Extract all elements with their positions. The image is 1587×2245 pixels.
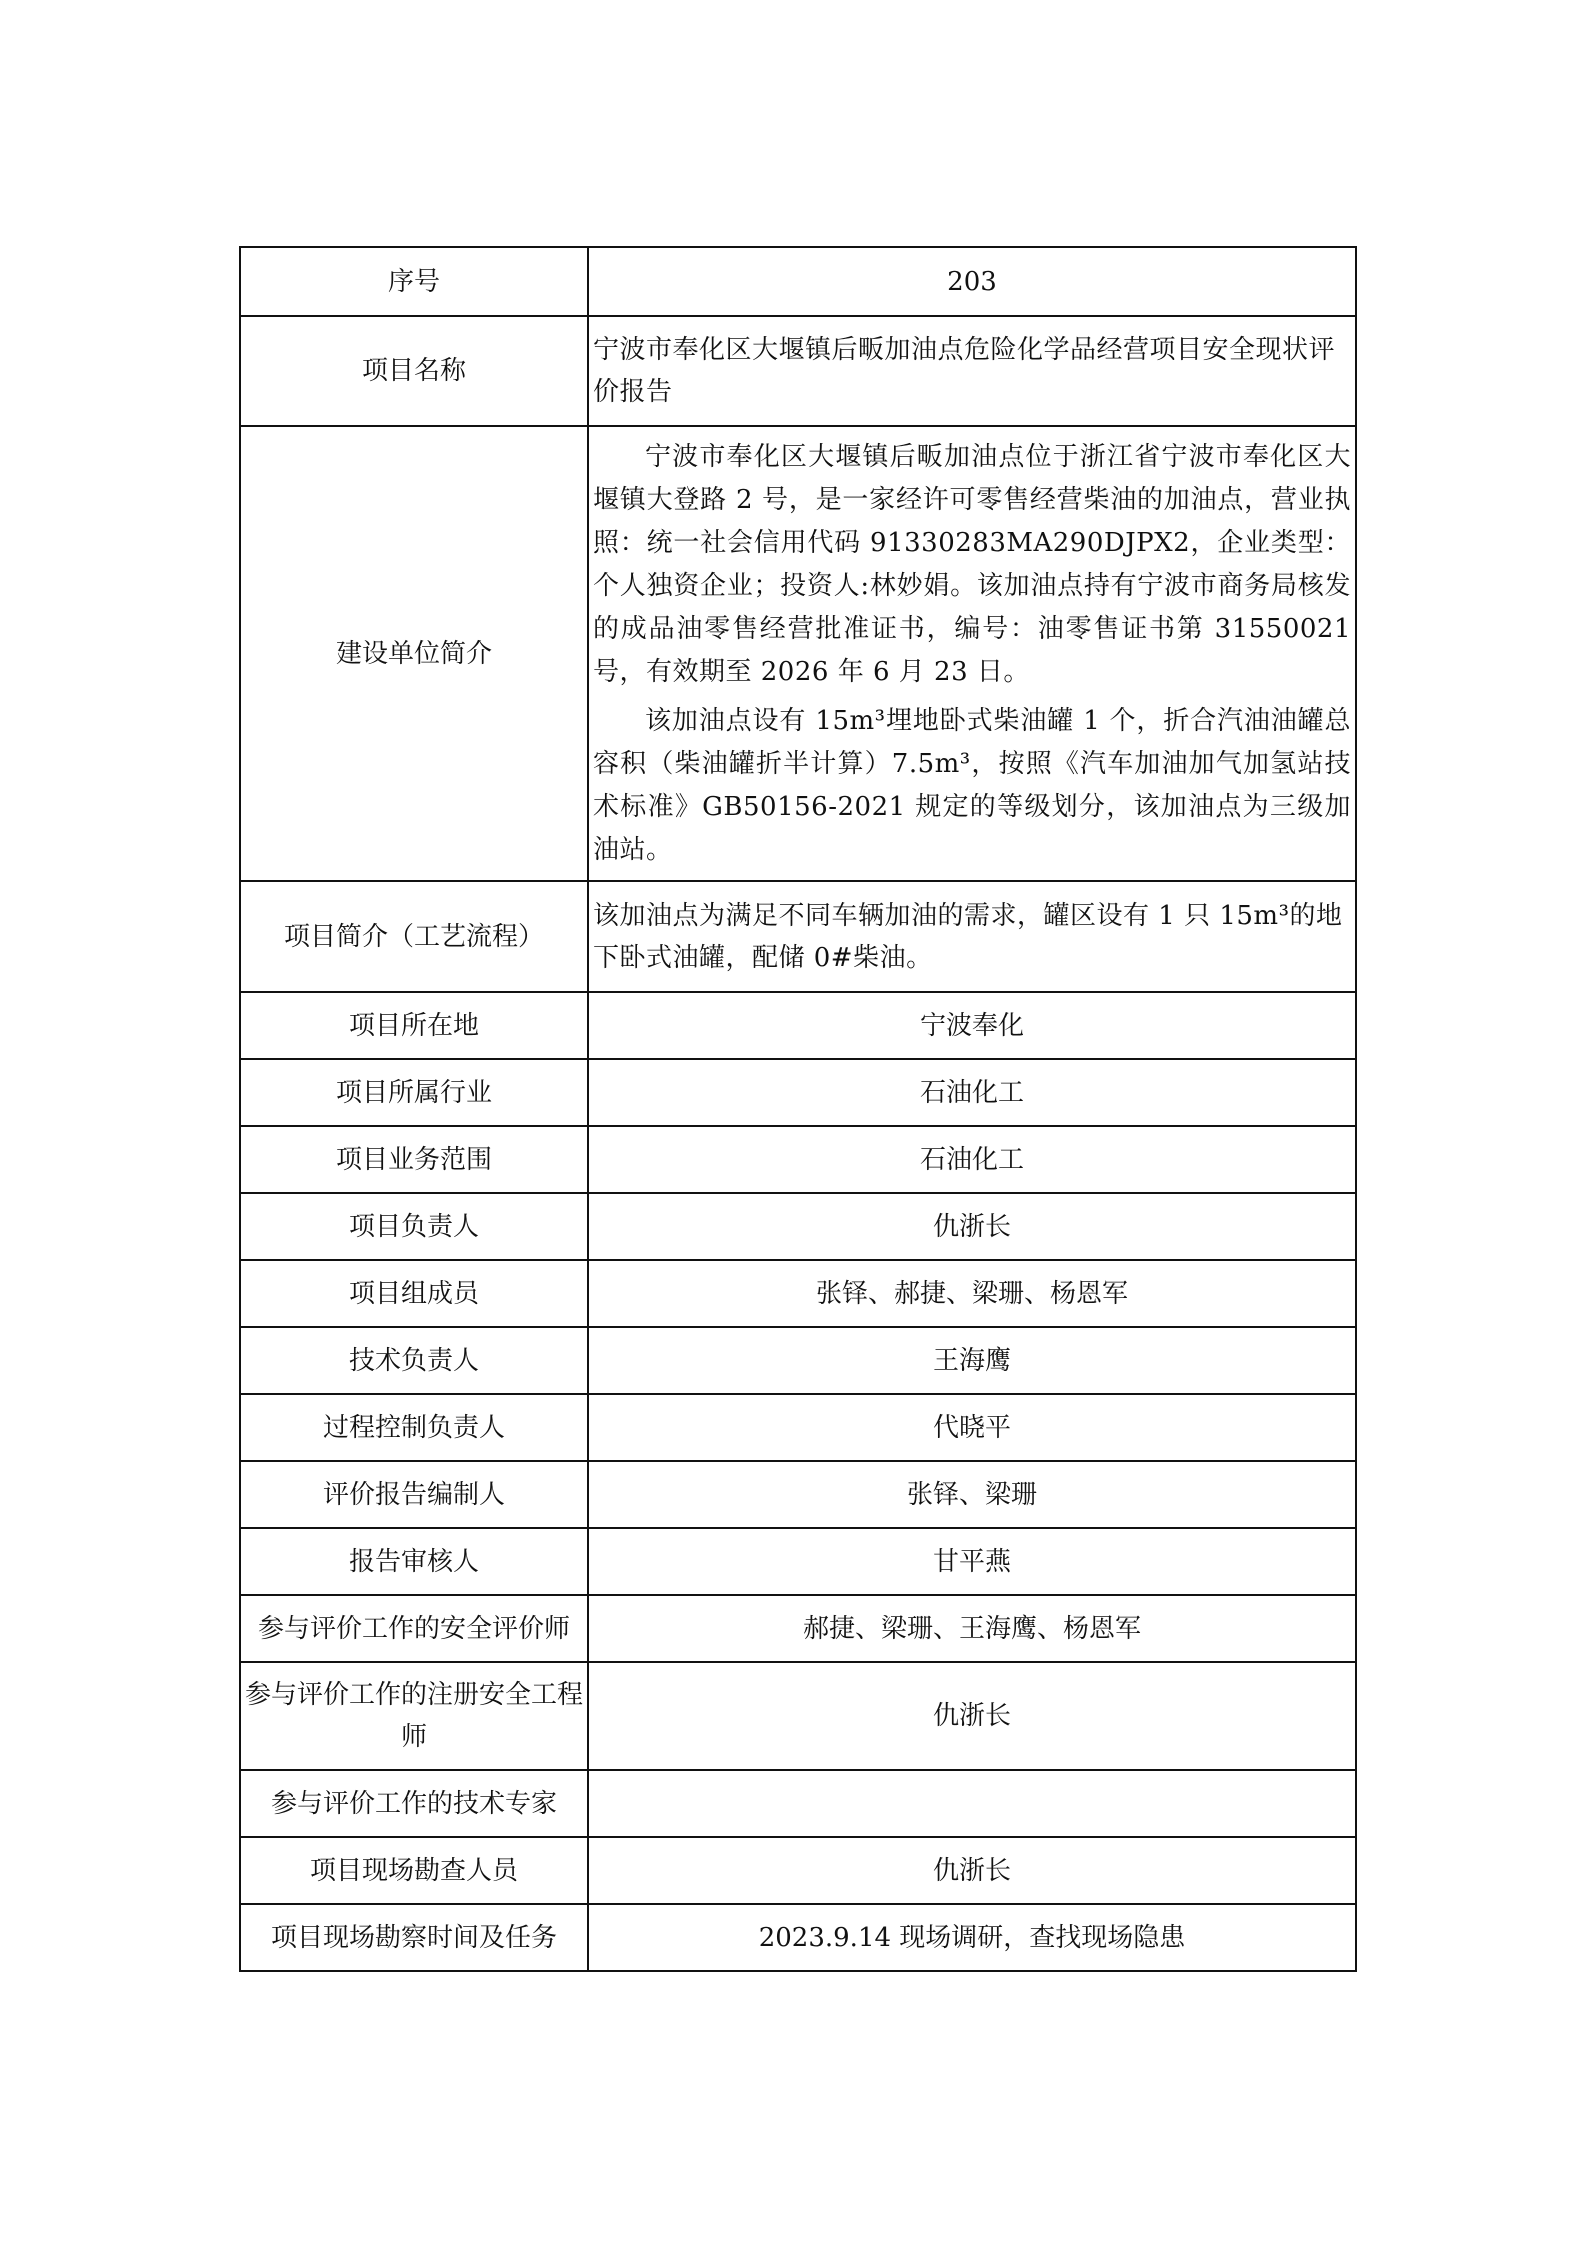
row-label: 项目名称 xyxy=(240,316,588,426)
row-label: 参与评价工作的安全评价师 xyxy=(240,1595,588,1662)
table-row-process-control-leader xyxy=(240,1394,1356,1461)
row-value: 郝捷、梁珊、王海鹰、杨恩军 xyxy=(588,1595,1356,1662)
row-label: 技术负责人 xyxy=(240,1327,588,1394)
row-label: 评价报告编制人 xyxy=(240,1461,588,1528)
row-label: 建设单位简介 xyxy=(240,426,588,881)
company-intro-paragraph-1: 宁波市奉化区大堰镇后畈加油点位于浙江省宁波市奉化区大堰镇大登路 2 号，是一家经许可零售经营柴油的加油点，营业执照：统一社会信用代码 91330283MA290DJPX2，企业类型：个人独资企业；投资人:林妙娟。该加油点持有宁波市商务局核发的成品油零售经营批准证书，编号：油零售证书第 31550021 号，有效期至 2026 年 6 月 23 日。 xyxy=(593,441,1351,687)
project-info-table xyxy=(239,246,1357,1972)
row-label: 项目简介（工艺流程） xyxy=(240,881,588,992)
row-label: 项目现场勘查人员 xyxy=(240,1837,588,1904)
row-value: 2023.9.14 现场调研，查找现场隐患 xyxy=(588,1904,1356,1971)
table-row-location xyxy=(240,992,1356,1059)
row-value: 仇浙长 xyxy=(588,1662,1356,1770)
row-label: 参与评价工作的技术专家 xyxy=(240,1770,588,1837)
row-value: 石油化工 xyxy=(588,1059,1356,1126)
table-row-process-intro xyxy=(240,881,1356,992)
table-row-registered-engineers xyxy=(240,1662,1356,1770)
row-value: 仇浙长 xyxy=(588,1837,1356,1904)
table-row-report-reviewer xyxy=(240,1528,1356,1595)
company-intro-paragraph-2: 该加油点设有 15m³埋地卧式柴油罐 1 个，折合汽油油罐总容积（柴油罐折半计算）7.5m³，按照《汽车加油加气加氢站技术标准》GB50156-2021 规定的等级划分，该加油点为三级加油站。 xyxy=(593,705,1351,865)
row-value: 王海鹰 xyxy=(588,1327,1356,1394)
table-row-technical-leader xyxy=(240,1327,1356,1394)
row-value xyxy=(588,426,1356,881)
row-label: 项目现场勘察时间及任务 xyxy=(240,1904,588,1971)
table-row-team-members xyxy=(240,1260,1356,1327)
row-value: 张铎、梁珊 xyxy=(588,1461,1356,1528)
table-row-serial xyxy=(240,247,1356,316)
table-row-project-name xyxy=(240,316,1356,426)
table-row-industry xyxy=(240,1059,1356,1126)
table-row-site-inspectors xyxy=(240,1837,1356,1904)
table-row-company-intro xyxy=(240,426,1356,881)
row-value: 甘平燕 xyxy=(588,1528,1356,1595)
row-value: 203 xyxy=(588,247,1356,316)
row-value xyxy=(588,1770,1356,1837)
table-row-report-authors xyxy=(240,1461,1356,1528)
row-label: 项目业务范围 xyxy=(240,1126,588,1193)
row-label: 参与评价工作的注册安全工程师 xyxy=(240,1662,588,1770)
row-label: 序号 xyxy=(240,247,588,316)
row-value: 张铎、郝捷、梁珊、杨恩军 xyxy=(588,1260,1356,1327)
table-row-business-scope xyxy=(240,1126,1356,1193)
row-value: 宁波市奉化区大堰镇后畈加油点危险化学品经营项目安全现状评价报告 xyxy=(588,316,1356,426)
row-label: 项目所属行业 xyxy=(240,1059,588,1126)
row-label: 项目所在地 xyxy=(240,992,588,1059)
row-label: 过程控制负责人 xyxy=(240,1394,588,1461)
row-value: 仇浙长 xyxy=(588,1193,1356,1260)
row-value: 代晓平 xyxy=(588,1394,1356,1461)
table-row-inspection-time-task xyxy=(240,1904,1356,1971)
row-value: 宁波奉化 xyxy=(588,992,1356,1059)
row-label: 项目负责人 xyxy=(240,1193,588,1260)
table-row-project-leader xyxy=(240,1193,1356,1260)
table-row-safety-assessors xyxy=(240,1595,1356,1662)
row-value: 该加油点为满足不同车辆加油的需求，罐区设有 1 只 15m³的地下卧式油罐，配储 0#柴油。 xyxy=(588,881,1356,992)
table-row-technical-experts xyxy=(240,1770,1356,1837)
row-label: 报告审核人 xyxy=(240,1528,588,1595)
row-label: 项目组成员 xyxy=(240,1260,588,1327)
row-value: 石油化工 xyxy=(588,1126,1356,1193)
